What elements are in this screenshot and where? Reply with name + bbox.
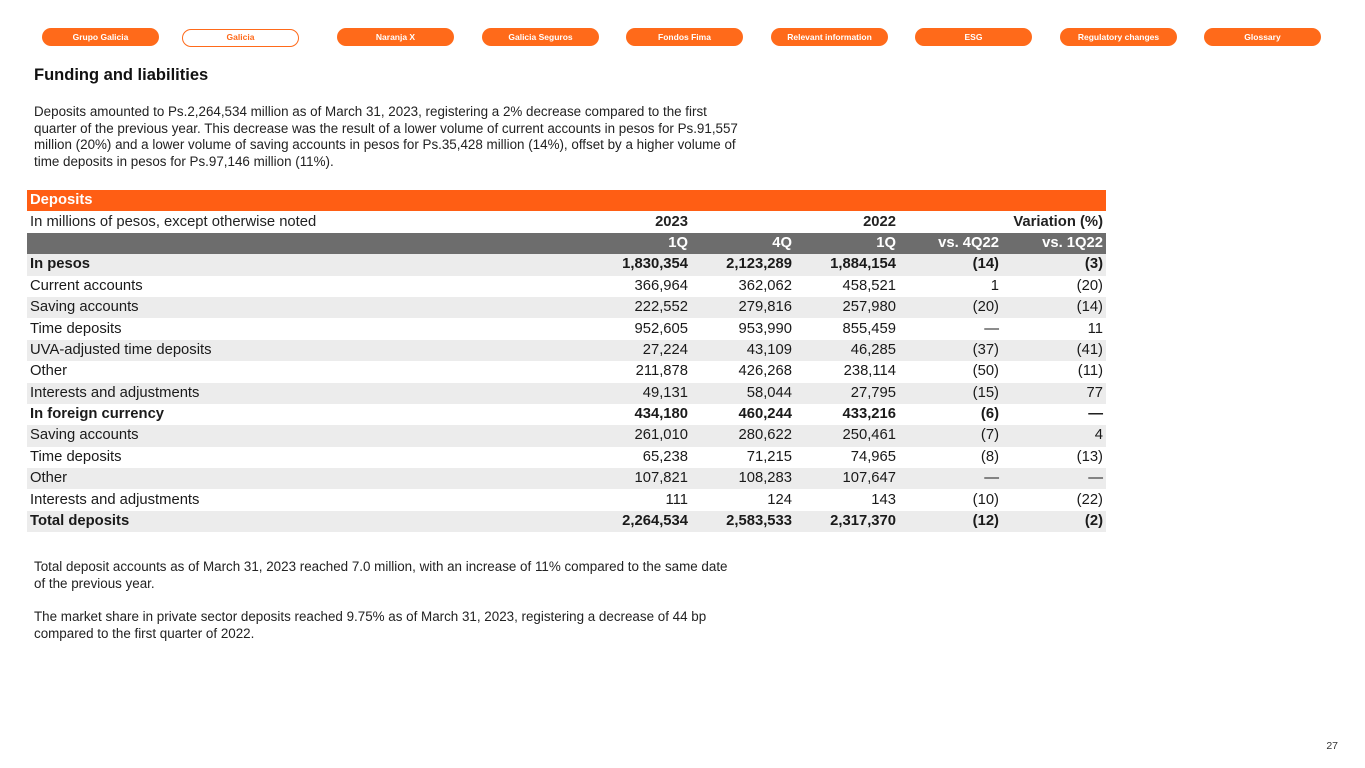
row-label: Time deposits [30, 320, 122, 337]
table-row [27, 318, 1106, 339]
cell: (8) [980, 448, 999, 465]
cell: (10) [972, 491, 999, 508]
cell: (13) [1076, 448, 1103, 465]
cell: 2,583,533 [691, 511, 795, 532]
nav-tab-esg[interactable]: ESG [915, 28, 1032, 46]
cell: 124 [767, 491, 792, 508]
page-number: 27 [1326, 740, 1338, 752]
intro-paragraph: Deposits amounted to Ps.2,264,534 million as of March 31, 2023, registering a 2% decrease compared to the first quarter of the previous year. This decrease was the result of a lower volume of current accounts in pesos for Ps.91,557 million (20%) and a lower volume of saving accounts in pesos for Ps.35,428 million (14%), offset by a higher volume of time deposits in pesos for Ps.97,146 million (11%). [34, 104, 738, 169]
row-label: Saving accounts [27, 297, 587, 318]
cell: 46,285 [795, 340, 899, 361]
cell: 111 [665, 491, 688, 508]
cell: (50) [972, 363, 999, 380]
cell: (20) [899, 297, 1002, 318]
cell: 49,131 [587, 383, 691, 404]
table-row [27, 340, 1106, 361]
cell: 1,830,354 [587, 254, 691, 275]
cell: 855,459 [842, 320, 896, 337]
cell: 2,123,289 [691, 254, 795, 275]
cell: 65,238 [642, 448, 688, 465]
cell: 107,647 [795, 468, 899, 489]
nav-tab-galicia-seguros[interactable]: Galicia Seguros [482, 28, 599, 46]
cell: 2,264,534 [587, 511, 691, 532]
cell: 43,109 [691, 340, 795, 361]
row-label: Other [27, 468, 587, 489]
row-label: In foreign currency [30, 406, 165, 423]
cell: 426,268 [738, 363, 792, 380]
row-label: UVA-adjusted time deposits [27, 340, 587, 361]
cell: 74,965 [850, 448, 896, 465]
deposit-accounts-paragraph: Total deposit accounts as of March 31, 2023 reached 7.0 million, with an increase of 11% compared to the same date of the previous year. [34, 559, 728, 591]
nav-tab-galicia[interactable]: Galicia [182, 29, 299, 47]
cell: 11 [1087, 320, 1103, 337]
page-title: Funding and liabilities [34, 66, 209, 84]
table-row [27, 254, 1106, 275]
nav-tab-grupo-galicia[interactable]: Grupo Galicia [42, 28, 159, 46]
cell: (3) [1002, 254, 1106, 275]
col-header-1q22: 1Q [795, 233, 899, 254]
cell: — [899, 468, 1002, 489]
row-label: Saving accounts [27, 425, 587, 446]
cell: 434,180 [634, 406, 688, 423]
cell: 257,980 [795, 297, 899, 318]
row-label: Time deposits [30, 448, 122, 465]
section-nav [42, 28, 1321, 47]
cell: (14) [899, 254, 1002, 275]
cell: 27,795 [795, 383, 899, 404]
cell: 1,884,154 [795, 254, 899, 275]
cell: (22) [1076, 491, 1103, 508]
cell: 143 [871, 491, 896, 508]
cell: 261,010 [587, 425, 691, 446]
year-2023-header: 2023 [587, 211, 691, 232]
cell: (12) [899, 511, 1002, 532]
table-row [27, 447, 1106, 468]
cell: 71,215 [746, 448, 792, 465]
cell: 952,605 [634, 320, 688, 337]
cell: 238,114 [843, 363, 896, 380]
table-row [27, 361, 1106, 382]
cell: 222,552 [587, 297, 691, 318]
cell: (41) [1002, 340, 1106, 361]
cell: 280,622 [691, 425, 795, 446]
nav-tab-naranja-x[interactable]: Naranja X [337, 28, 454, 46]
nav-tab-relevant-information[interactable]: Relevant information [771, 28, 888, 46]
table-row [27, 297, 1106, 318]
table-row [27, 383, 1106, 404]
deposits-table [27, 190, 1106, 532]
table-subtitle: In millions of pesos, except otherwise noted [27, 211, 587, 232]
table-row [27, 468, 1106, 489]
cell: (11) [1077, 363, 1103, 380]
col-header-vs-4q22: vs. 4Q22 [899, 233, 1002, 254]
cell: 362,062 [738, 277, 792, 294]
table-title-row [27, 190, 1106, 211]
table-row [27, 489, 1106, 510]
cell: 107,821 [587, 468, 691, 489]
year-2022-header: 2022 [795, 211, 899, 232]
col-header-4q22: 4Q [691, 233, 795, 254]
cell: 433,216 [842, 406, 896, 423]
nav-tab-fondos-fima[interactable]: Fondos Fima [626, 28, 743, 46]
table-row [27, 425, 1106, 446]
cell: (37) [899, 340, 1002, 361]
cell: (2) [1002, 511, 1106, 532]
row-label: Total deposits [27, 511, 587, 532]
cell: (15) [899, 383, 1002, 404]
row-label: Current accounts [30, 277, 143, 294]
cell: 27,224 [587, 340, 691, 361]
table-title: Deposits [27, 190, 1106, 211]
cell: 211,878 [635, 363, 688, 380]
cell: 250,461 [795, 425, 899, 446]
cell: — [1088, 406, 1103, 423]
cell: 460,244 [738, 406, 792, 423]
cell: 108,283 [691, 468, 795, 489]
cell: — [984, 320, 999, 337]
table-row [27, 404, 1106, 425]
cell: (14) [1002, 297, 1106, 318]
row-label: Interests and adjustments [27, 383, 587, 404]
table-column-headers [27, 233, 1106, 254]
nav-tab-regulatory-changes[interactable]: Regulatory changes [1060, 28, 1177, 46]
col-header-1q23: 1Q [587, 233, 691, 254]
row-label: Other [30, 363, 68, 380]
cell: 279,816 [691, 297, 795, 318]
cell: (20) [1076, 277, 1103, 294]
market-share-paragraph: The market share in private sector deposits reached 9.75% as of March 31, 2023, registering a decrease of 44 bp compared to the first quarter of 2022. [34, 609, 707, 641]
cell: 366,964 [634, 277, 688, 294]
cell: 1 [990, 277, 999, 294]
variation-header: Variation (%) [899, 211, 1106, 232]
col-header-vs-1q22: vs. 1Q22 [1002, 233, 1106, 254]
cell: 4 [1002, 425, 1106, 446]
table-row [27, 511, 1106, 532]
table-year-row [27, 211, 1106, 232]
row-label: In pesos [27, 254, 587, 275]
cell: (6) [980, 406, 999, 423]
cell: — [1002, 468, 1106, 489]
table-row [27, 276, 1106, 297]
cell: 2,317,370 [795, 511, 899, 532]
cell: 953,990 [738, 320, 792, 337]
row-label: Interests and adjustments [30, 491, 200, 508]
cell: 458,521 [842, 277, 896, 294]
cell: 58,044 [691, 383, 795, 404]
cell: (7) [899, 425, 1002, 446]
nav-tab-glossary[interactable]: Glossary [1204, 28, 1321, 46]
cell: 77 [1002, 383, 1106, 404]
